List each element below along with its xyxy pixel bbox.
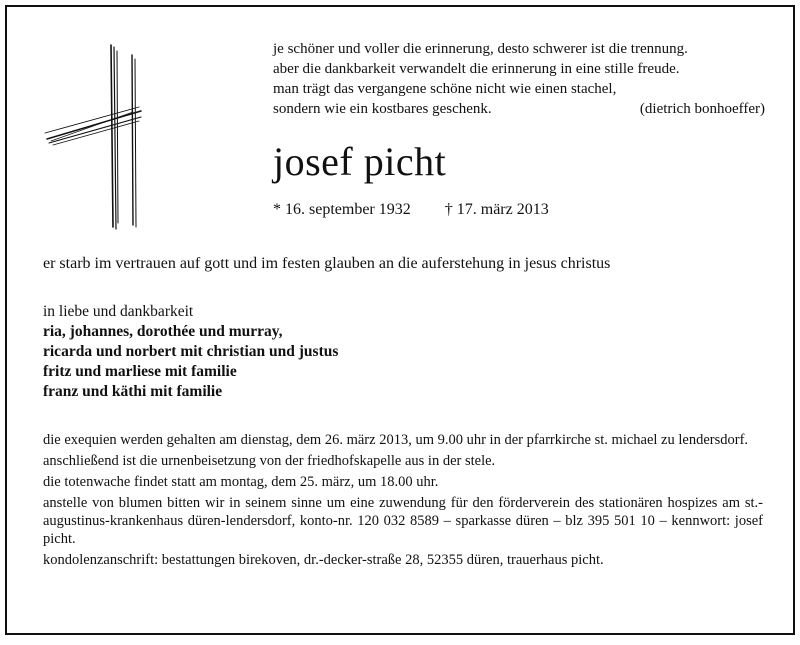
- birth-date: * 16. september 1932: [273, 201, 411, 218]
- mourner-family: fritz und marliese mit familie: [43, 363, 237, 380]
- quote-line: je schöner und voller die erinnerung, desto schwerer ist die trennung.: [273, 41, 688, 57]
- condolence-address: kondolenzanschrift: bestattungen birekoven, dr.-decker-straße 28, 52355 düren, trauerhaus picht.: [43, 552, 604, 568]
- obituary-notice: [5, 5, 795, 635]
- quote-line: man trägt das vergangene schöne nicht wie einen stachel,: [273, 81, 617, 97]
- mourner-family: ria, johannes, dorothée und murray,: [43, 323, 283, 340]
- cross-icon: [43, 41, 143, 231]
- mourner-family: franz und käthi mit familie: [43, 383, 223, 400]
- bonhoeffer-quote: [273, 39, 773, 119]
- death-date: † 17. märz 2013: [444, 201, 549, 218]
- deceased-name: josef picht: [273, 139, 447, 184]
- exequien-text: die exequien werden gehalten am dienstag, dem 26. märz 2013, um 9.00 uhr in der pfarrkirche st. michael zu lendersdorf.: [43, 432, 749, 448]
- donation-text: anstelle von blumen bitten wir in seinem sinne um eine zuwendung für den förderverein des stationären hospizes am st.-augustinus-krankenhaus düren-lendersdorf, konto-nr. 120 032 8589 – sparkasse düren – blz 395 501 10 – kennwort: josef picht.: [43, 495, 763, 547]
- life-dates: [273, 200, 549, 220]
- mourner-family: ricarda und norbert mit christian und justus: [43, 343, 339, 360]
- faith-statement: er starb im vertrauen auf gott und im festen glauben an die auferstehung in jesus christus: [43, 255, 611, 272]
- totenwache-text: die totenwache findet statt am montag, dem 25. märz, um 18.00 uhr.: [43, 474, 439, 490]
- quote-line: sondern wie ein kostbares geschenk.: [273, 101, 492, 117]
- funeral-info: [43, 431, 763, 572]
- quote-author: (dietrich bonhoeffer): [639, 101, 765, 117]
- quote-last-line: [273, 99, 765, 119]
- mourners-intro: in liebe und dankbarkeit: [43, 303, 194, 320]
- urnenbeisetzung-text: anschließend ist die urnenbeisetzung von der friedhofskapelle aus in der stele.: [43, 453, 496, 469]
- quote-line: aber die dankbarkeit verwandelt die erinnerung in eine stille freude.: [273, 61, 680, 77]
- mourners-list: [43, 302, 338, 402]
